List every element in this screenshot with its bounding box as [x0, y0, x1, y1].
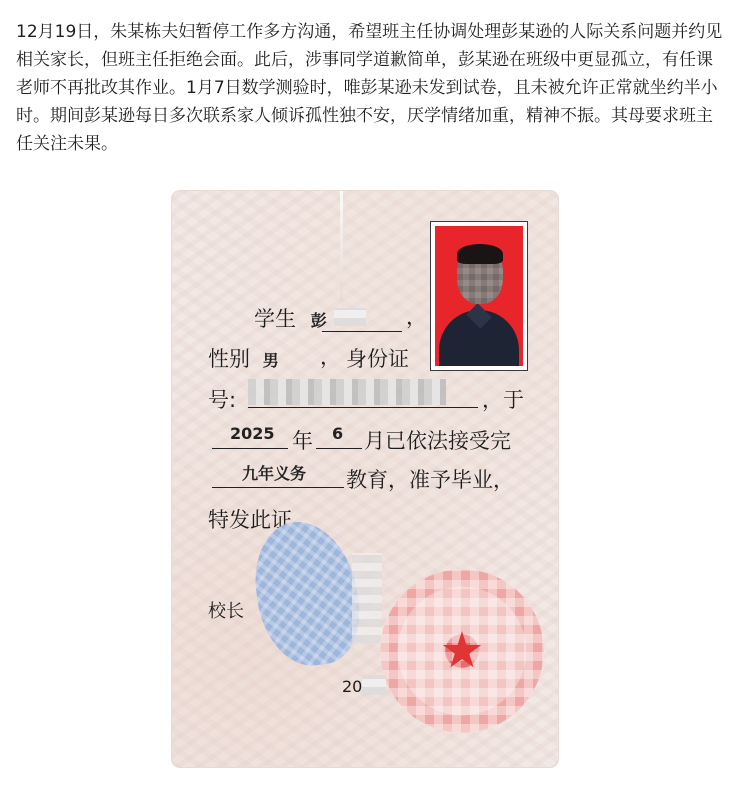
gender-comma: ，: [320, 345, 341, 369]
principal-signature-redaction: [247, 515, 366, 673]
name-underline: [322, 331, 402, 332]
date-prefix: 20: [342, 677, 363, 696]
gender-value: 男: [262, 351, 279, 370]
month-underline: [316, 448, 362, 449]
student-photo: [435, 226, 523, 366]
id-number-redaction: [248, 379, 446, 405]
signature-edge-redaction: [352, 553, 382, 643]
education-text: 教育，准予毕业，: [346, 468, 514, 492]
id-comma-yu: ，于: [482, 388, 524, 412]
year-label: 年: [292, 429, 313, 453]
month-text: 月已依法接受完: [364, 429, 511, 453]
student-label: 学生: [254, 307, 296, 331]
issue-text: 特发此证。: [208, 508, 313, 532]
student-line: [254, 303, 327, 333]
gender-label: 性别: [208, 347, 250, 371]
id-label: 身份证: [346, 347, 409, 371]
id-number-label: 号:: [208, 388, 237, 412]
education-value: 九年义务: [242, 464, 307, 483]
seal-star-icon: [442, 631, 482, 671]
student-name: 彭: [310, 311, 327, 330]
official-seal-redaction: [380, 569, 544, 733]
gender-line: [208, 343, 279, 373]
year-value: 2025: [230, 424, 275, 443]
id-underline: [248, 407, 478, 408]
graduation-certificate-image: [172, 191, 558, 767]
year-underline: [212, 448, 288, 449]
month-value: 6: [332, 424, 344, 443]
student-comma: ，: [406, 305, 427, 329]
education-underline: [212, 487, 344, 488]
principal-label: 校长: [208, 601, 244, 622]
student-photo-frame: [430, 221, 528, 371]
photo-hair: [457, 244, 503, 264]
date-redaction: [362, 675, 386, 695]
article-paragraph: 12月19日，朱某栋夫妇暂停工作多方沟通，希望班主任协调处理彭某逊的人际关系问题并约见相关家长，但班主任拒绝会面。此后，涉事同学道歉简单，彭某逊在班级中更显孤立，有任课老师不再批改其作业。1月7日数学测验时，唯彭某逊未发到试卷，且未被允许正常就坐约半小时。期间彭某逊每日多次联系家人倾诉孤性独不安，厌学情绪加重，精神不振。其母要求班主任关注未果。: [16, 22, 723, 154]
name-redaction: [334, 308, 366, 326]
paper-fold-line: [340, 191, 343, 301]
